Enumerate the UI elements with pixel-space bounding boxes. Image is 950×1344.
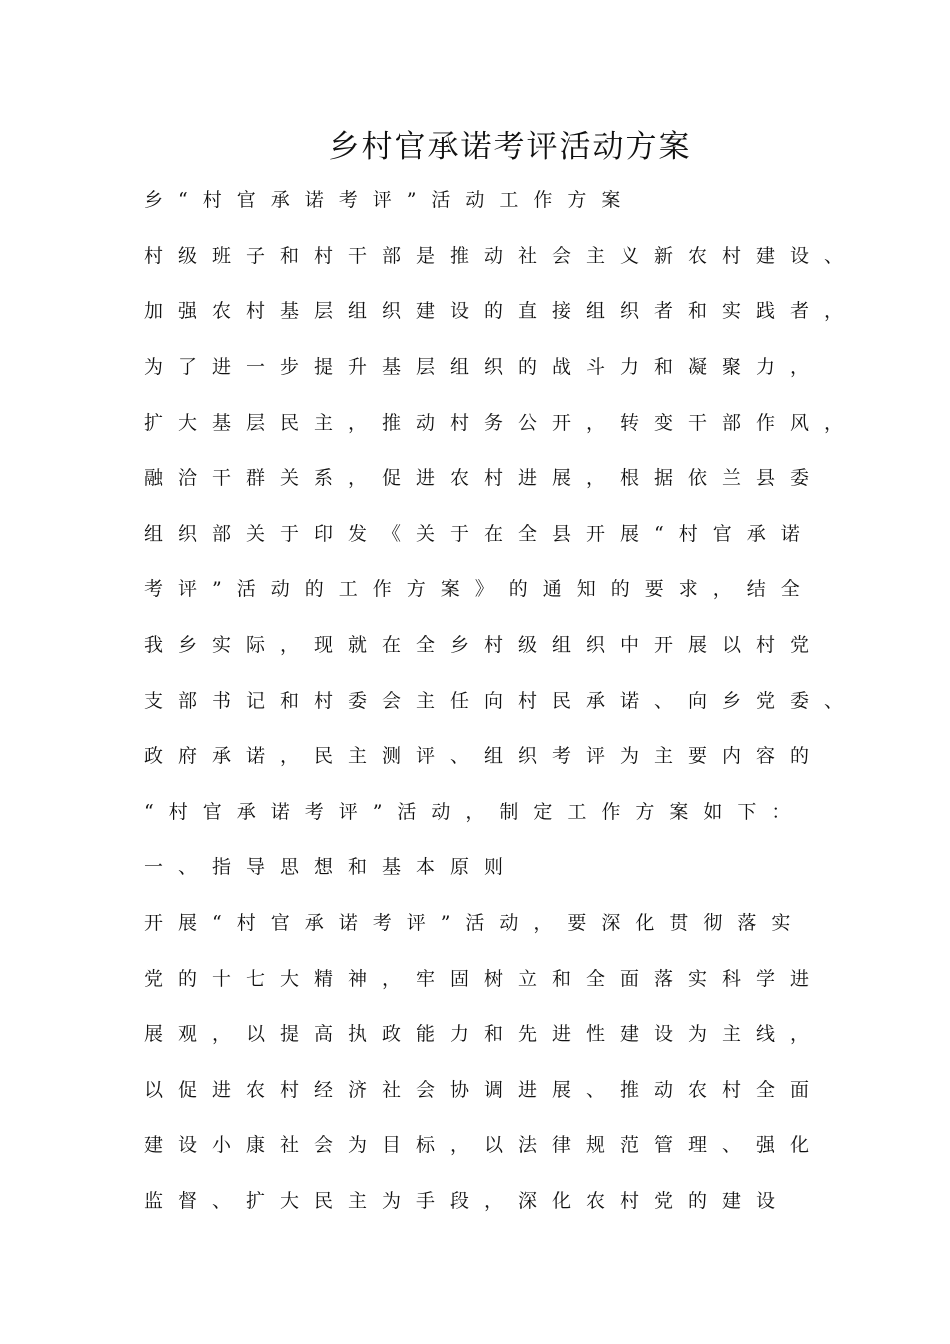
text-line: 以促进农村经济社会协调进展、推动农村全面: [144, 1079, 825, 1101]
text-line: 政府承诺，民主测评、组织考评为主要内容的: [144, 745, 825, 767]
text-line: 村级班子和村干部是推动社会主义新农村建设、: [144, 245, 859, 267]
text-line: 扩大基层民主，推动村务公开，转变干部作风，: [144, 412, 859, 434]
text-line: 支部书记和村委会主任向村民承诺、向乡党委、: [144, 690, 859, 712]
text-line: 考评”活动的工作方案》的通知的要求，结全: [144, 578, 815, 600]
text-line: 加强农村基层组织建设的直接组织者和实践者，: [144, 300, 859, 322]
text-line: 乡“村官承诺考评”活动工作方案: [144, 189, 636, 211]
text-line: 融洽干群关系，促进农村进展，根据依兰县委: [144, 467, 825, 489]
text-line: 党的十七大精神，牢固树立和全面落实科学进: [144, 968, 825, 990]
text-line: 为了进一步提升基层组织的战斗力和凝聚力，: [144, 356, 825, 378]
document-title: 乡村官承诺考评活动方案: [328, 129, 692, 165]
text-line: 展观，以提高执政能力和先进性建设为主线，: [144, 1023, 825, 1045]
text-line: 开展“村官承诺考评”活动，要深化贯彻落实: [144, 912, 806, 934]
section-heading: 一、指导思想和基本原则: [144, 856, 519, 878]
text-line: 监督、扩大民主为手段，深化农村党的建设: [144, 1190, 791, 1212]
text-line: 建设小康社会为目标，以法律规范管理、强化: [144, 1134, 825, 1156]
text-line: 组织部关于印发《关于在全县开展“村官承诺: [144, 523, 815, 545]
text-line: 我乡实际，现就在全乡村级组织中开展以村党: [144, 634, 825, 656]
text-line: “村官承诺考评”活动，制定工作方案如下：: [144, 801, 806, 823]
